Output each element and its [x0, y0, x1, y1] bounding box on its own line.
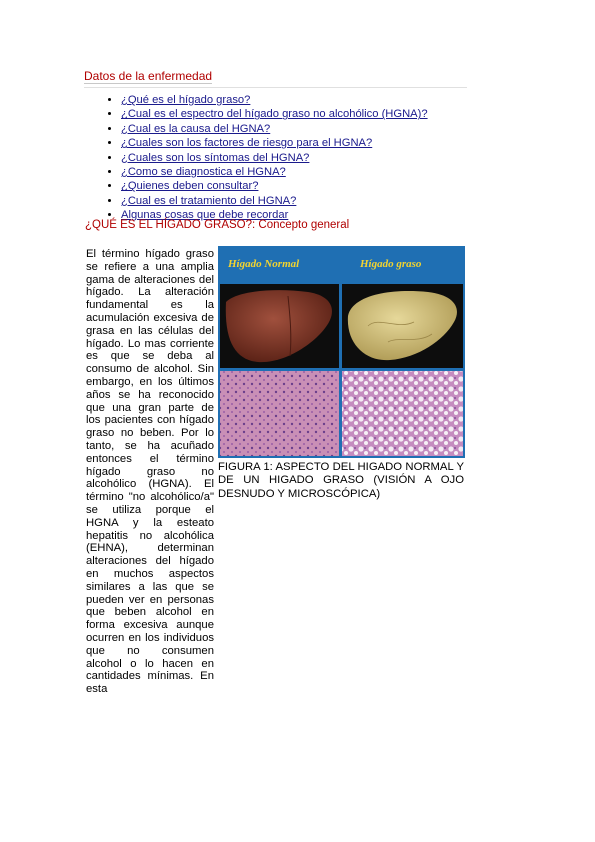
figure-panels: [218, 246, 465, 458]
toc-link-recordar[interactable]: Algunas cosas que debe recordar: [121, 209, 289, 222]
body-text: El término hígado graso se refiere a una amplia gama de alteraciones del hígado. La alteración fundamental es la acumulación excesiva de grasa en las células del hígado. Lo mas corriente es que se deba al consumo de alcohol. Sin embargo, en los últimos años se ha reconocido que una gran parte de los pacientes con hígado graso no beben. Por lo tanto, se ha acuñado entonces el término hígado graso no alcohólico (HGNA). El término "no alcohólico/a" se utiliza porque el HGNA y la esteato hepatitis no alcohólica (EHNA), determinan alteraciones del hígado en muchos aspectos similares a las que se pueden ver en personas que beben alcohol en forma excesiva aunque ocurren en los individuos que no consumen alcohol o lo hacen en cantidades mínimas. En esta: [86, 248, 214, 696]
toc-link-sintomas[interactable]: ¿Cuales son los síntomas del HGNA?: [121, 151, 310, 164]
toc-link-espectro[interactable]: ¿Cual es el espectro del hígado graso no alcohólico (HGNA)?: [121, 108, 428, 121]
toc-link-tratamiento[interactable]: ¿Cual es el tratamiento del HGNA?: [121, 194, 297, 207]
table-of-contents: [100, 93, 428, 223]
toc-link-consultar[interactable]: ¿Quienes deben consultar?: [121, 180, 259, 193]
toc-item[interactable]: [121, 151, 428, 165]
section-heading: [85, 219, 349, 231]
toc-item[interactable]: [121, 93, 428, 107]
heading-subtitle: : Concepto general: [252, 219, 350, 231]
toc-link-que-es[interactable]: ¿Qué es el hígado graso?: [121, 94, 251, 106]
toc-link-diagnostico[interactable]: ¿Como se diagnostica el HGNA?: [121, 166, 286, 179]
panel-normal-histology: [220, 371, 339, 456]
toc-item[interactable]: [121, 136, 428, 150]
heading-question: ¿QUÉ ES EL HÍGADO GRASO?: [85, 219, 253, 231]
label-normal-liver: Hígado Normal: [228, 258, 300, 270]
label-fatty-liver: Hígado graso: [360, 258, 422, 270]
toc-item[interactable]: [121, 165, 428, 179]
toc-link-causa[interactable]: ¿Cual es la causa del HGNA?: [121, 122, 271, 135]
figure-caption: FIGURA 1: ASPECTO DEL HIGADO NORMAL Y DE UN HIGADO GRASO (VISIÓN A OJO DESNUDO Y MICROSCÓPICA): [218, 461, 464, 500]
toc-item[interactable]: [121, 179, 428, 193]
toc-item[interactable]: [121, 122, 428, 136]
toc-item[interactable]: [121, 107, 428, 121]
toc-item[interactable]: [121, 194, 428, 208]
section-title: Datos de la enfermedad: [84, 69, 467, 88]
panel-fatty-histology: [342, 371, 463, 456]
toc-link-factores[interactable]: ¿Cuales son los factores de riesgo para el HGNA?: [121, 137, 373, 150]
liver-figure: [218, 246, 465, 458]
